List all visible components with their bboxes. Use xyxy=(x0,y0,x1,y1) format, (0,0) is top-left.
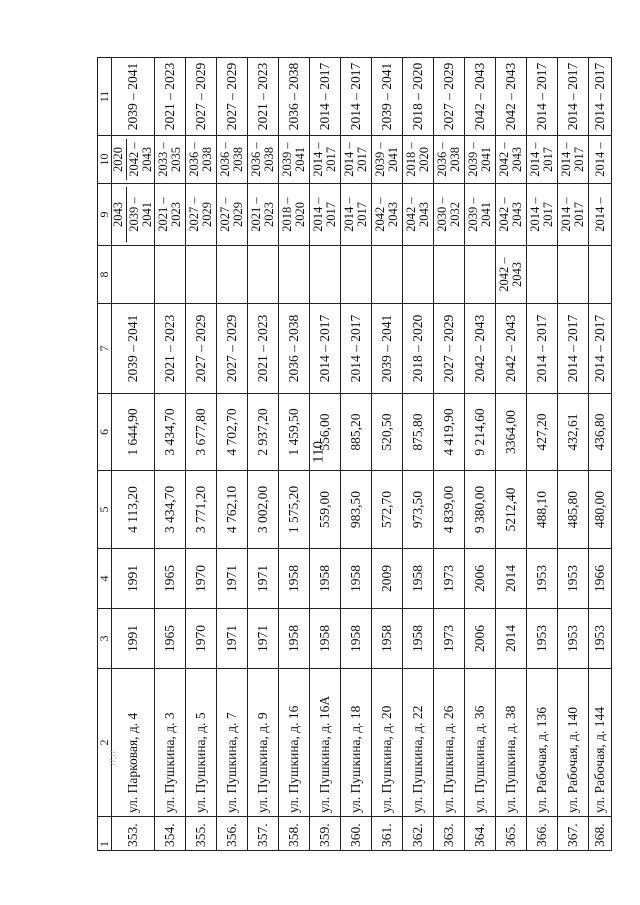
cell-period-c: 2039 – 2041 xyxy=(465,184,496,246)
cell-total-area: 488,10 xyxy=(527,471,558,549)
cell-address: ул. Пушкина, д. 26 xyxy=(434,669,465,817)
cell-period-a: 2027 – 2029 xyxy=(186,304,217,394)
cell-period-b xyxy=(217,246,248,304)
cell-row-number: 358. xyxy=(279,817,310,851)
table-area xyxy=(97,58,608,851)
cell-period-c: 2042 – 2043 xyxy=(372,184,403,246)
table-row xyxy=(279,58,310,851)
cell-period-e: 2014 – 2017 xyxy=(589,58,612,136)
cell-period-c: 2021 – 2023 xyxy=(155,184,186,246)
cell-address: ул. Пушкина, д. 3 xyxy=(155,669,186,817)
cell-period-d: 2014 – 2017 xyxy=(527,136,558,184)
cell-period-a: 2039 – 2041 xyxy=(372,304,403,394)
cell-period-b xyxy=(589,246,612,304)
cell-living-area: 556,00 xyxy=(310,394,341,471)
cell-row-number: 357. xyxy=(248,817,279,851)
cell-period-d: 2039 – 2041 xyxy=(372,136,403,184)
page-number: 110 xyxy=(310,441,327,463)
cell-year-built: 1958 xyxy=(279,609,310,669)
table-row xyxy=(465,58,496,851)
cell-living-area: 3364,00 xyxy=(496,394,527,471)
cell-period-d: 2014 – 2017 xyxy=(310,136,341,184)
cell-period-a: 2014 – 2017 xyxy=(527,304,558,394)
cell-year-built: 1958 xyxy=(310,609,341,669)
cell-total-area: 559,00 xyxy=(310,471,341,549)
cell-period-c xyxy=(112,184,155,246)
cell-period-b xyxy=(527,246,558,304)
cell-total-area: 3 434,70 xyxy=(155,471,186,549)
cell-row-number: 362. xyxy=(403,817,434,851)
cell-period-c: 2018 – 2020 xyxy=(279,184,310,246)
cell-period-b xyxy=(248,246,279,304)
cell-period-d: 2014 – xyxy=(589,136,612,184)
carried-over-fragment: 2020 xyxy=(112,139,127,180)
cell-period-b xyxy=(372,246,403,304)
cell-period-d: 2039 – 2041 xyxy=(465,136,496,184)
column-number-cell: 3 xyxy=(98,609,112,669)
cell-period-b xyxy=(279,246,310,304)
column-number-cell: 8 xyxy=(98,246,112,304)
cell-period-e: 2018 – 2020 xyxy=(403,58,434,136)
column-number-cell: 6 xyxy=(98,394,112,471)
cell-address: ул. Пушкина, д. 16А xyxy=(310,669,341,817)
cell-total-area: 485,80 xyxy=(558,471,589,549)
cell-row-number: 368. xyxy=(589,817,612,851)
cell-period-e: 2014 – 2017 xyxy=(341,58,372,136)
cell-year-built: 1958 xyxy=(403,609,434,669)
cell-row-number: 353. xyxy=(112,817,155,851)
cell-total-area: 983,50 xyxy=(341,471,372,549)
cell-period-e: 2042 – 2043 xyxy=(465,58,496,136)
cell-period-d: 2036 – 2038 xyxy=(248,136,279,184)
column-number-cell: 1 xyxy=(98,817,112,851)
column-number-cell: 10 xyxy=(98,136,112,184)
table-row xyxy=(341,58,372,851)
cell-period-a: 2014 – 2017 xyxy=(589,304,612,394)
cell-year-commissioned: 1958 xyxy=(279,549,310,609)
cell-period-a: 2018 – 2020 xyxy=(403,304,434,394)
table-row xyxy=(527,58,558,851)
cell-value: 2042 – 2043 xyxy=(127,142,155,177)
cell-period-e: 2027 – 2029 xyxy=(217,58,248,136)
table-row xyxy=(217,58,248,851)
cell-year-built: 1953 xyxy=(558,609,589,669)
cell-year-commissioned: 1958 xyxy=(403,549,434,609)
cell-living-area: 436,80 xyxy=(589,394,612,471)
cell-address: ул. Пушкина, д. 38 xyxy=(496,669,527,817)
cell-living-area: 885,20 xyxy=(341,394,372,471)
cell-period-b xyxy=(403,246,434,304)
column-number-row xyxy=(98,58,112,851)
column-number-cell: 5 xyxy=(98,471,112,549)
cell-period-c: 2042 – 2043 xyxy=(403,184,434,246)
cell-period-a: 2014 – 2017 xyxy=(341,304,372,394)
cell-period-c: 2014 – 2017 xyxy=(558,184,589,246)
cell-year-built: 1970 xyxy=(186,609,217,669)
cell-period-d: 2039 – 2041 xyxy=(279,136,310,184)
repair-schedule-table xyxy=(97,57,612,851)
table-row xyxy=(112,58,155,851)
cell-period-e: 2027 – 2029 xyxy=(186,58,217,136)
cell-period-a: 2021 – 2023 xyxy=(155,304,186,394)
cell-period-b xyxy=(112,246,155,304)
column-number-cell: 11 xyxy=(98,58,112,136)
cell-period-e: 2014 – 2017 xyxy=(310,58,341,136)
cell-row-number: 363. xyxy=(434,817,465,851)
cell-period-e: 2039 – 2041 xyxy=(112,58,155,136)
cell-row-number: 361. xyxy=(372,817,403,851)
cell-total-area: 4 762,10 xyxy=(217,471,248,549)
cell-period-a: 2014 – 2017 xyxy=(310,304,341,394)
column-number-cell: 2 xyxy=(98,669,112,817)
cell-year-commissioned: 1971 xyxy=(248,549,279,609)
column-number-cell: 9 xyxy=(98,184,112,246)
cell-period-e: 2027 – 2029 xyxy=(434,58,465,136)
cell-total-area: 572,70 xyxy=(372,471,403,549)
cell-period-b xyxy=(186,246,217,304)
cell-period-a: 2036 – 2038 xyxy=(279,304,310,394)
cell-address: ул. Рабочая, д. 140 xyxy=(558,669,589,817)
table-row xyxy=(589,58,612,851)
cell-year-built: 1953 xyxy=(589,609,612,669)
cell-address: ул. Парковая, д. 4 xyxy=(112,669,155,817)
cell-address: ул. Рабочая, д. 144 xyxy=(589,669,612,817)
cell-period-e: 2021 – 2023 xyxy=(248,58,279,136)
cell-period-a: 2042 – 2043 xyxy=(465,304,496,394)
cell-row-number: 359. xyxy=(310,817,341,851)
cell-year-built: 1958 xyxy=(341,609,372,669)
cell-year-built: 1953 xyxy=(527,609,558,669)
cell-year-commissioned: 1966 xyxy=(589,549,612,609)
cell-period-d: 2014 – 2017 xyxy=(558,136,589,184)
cell-row-number: 356. xyxy=(217,817,248,851)
cell-total-area: 3 002,00 xyxy=(248,471,279,549)
cell-total-area: 3 771,20 xyxy=(186,471,217,549)
cell-total-area: 480,00 xyxy=(589,471,612,549)
cell-total-area: 5212,40 xyxy=(496,471,527,549)
margin-mark: //.// xyxy=(107,750,120,766)
cell-year-commissioned: 1970 xyxy=(186,549,217,609)
cell-address: ул. Рабочая, д. 136 xyxy=(527,669,558,817)
cell-living-area: 2 937,20 xyxy=(248,394,279,471)
cell-living-area: 427,20 xyxy=(527,394,558,471)
cell-period-d xyxy=(112,136,155,184)
cell-period-c: 2027 – 2029 xyxy=(217,184,248,246)
cell-period-e: 2042 – 2043 xyxy=(496,58,527,136)
carried-over-fragment: 2043 xyxy=(112,187,127,242)
cell-living-area: 3 434,70 xyxy=(155,394,186,471)
cell-period-c: 2042 – 2043 xyxy=(496,184,527,246)
cell-period-c: 2021 – 2023 xyxy=(248,184,279,246)
cell-year-commissioned: 2006 xyxy=(465,549,496,609)
cell-year-built: 1971 xyxy=(248,609,279,669)
table-row xyxy=(558,58,589,851)
cell-period-b xyxy=(310,246,341,304)
cell-address: ул. Пушкина, д. 7 xyxy=(217,669,248,817)
cell-year-commissioned: 1958 xyxy=(310,549,341,609)
table-row xyxy=(496,58,527,851)
cell-row-number: 366. xyxy=(527,817,558,851)
cell-living-area: 9 214,60 xyxy=(465,394,496,471)
cell-row-number: 354. xyxy=(155,817,186,851)
cell-period-c: 2014 – xyxy=(589,184,612,246)
table-row xyxy=(403,58,434,851)
cell-year-commissioned: 2009 xyxy=(372,549,403,609)
table-row xyxy=(310,58,341,851)
table-row xyxy=(372,58,403,851)
cell-address: ул. Пушкина, д. 22 xyxy=(403,669,434,817)
table-row xyxy=(248,58,279,851)
cell-row-number: 360. xyxy=(341,817,372,851)
cell-address: ул. Пушкина, д. 9 xyxy=(248,669,279,817)
table-row xyxy=(155,58,186,851)
cell-year-built: 1973 xyxy=(434,609,465,669)
cell-living-area: 875,80 xyxy=(403,394,434,471)
cell-period-b xyxy=(558,246,589,304)
cell-living-area: 520,50 xyxy=(372,394,403,471)
cell-period-e: 2021 – 2023 xyxy=(155,58,186,136)
cell-period-e: 2039 – 2041 xyxy=(372,58,403,136)
cell-period-c: 2014 – 2017 xyxy=(310,184,341,246)
rotated-table-wrapper xyxy=(97,58,608,851)
cell-period-b xyxy=(155,246,186,304)
cell-total-area: 4 839,00 xyxy=(434,471,465,549)
cell-row-number: 365. xyxy=(496,817,527,851)
cell-period-e: 2014 – 2017 xyxy=(558,58,589,136)
cell-row-number: 355. xyxy=(186,817,217,851)
cell-year-commissioned: 2014 xyxy=(496,549,527,609)
cell-period-b xyxy=(434,246,465,304)
cell-period-c: 2027 – 2029 xyxy=(186,184,217,246)
cell-year-built: 2014 xyxy=(496,609,527,669)
cell-living-area: 1 644,90 xyxy=(112,394,155,471)
cell-year-built: 1991 xyxy=(112,609,155,669)
cell-total-area: 9 380,00 xyxy=(465,471,496,549)
cell-address: ул. Пушкина, д. 20 xyxy=(372,669,403,817)
cell-period-a: 2039 – 2041 xyxy=(112,304,155,394)
cell-period-a: 2021 – 2023 xyxy=(248,304,279,394)
cell-year-commissioned: 1953 xyxy=(558,549,589,609)
cell-total-area: 973,50 xyxy=(403,471,434,549)
cell-period-c: 2014 – 2017 xyxy=(527,184,558,246)
cell-living-area: 4 702,70 xyxy=(217,394,248,471)
column-number-cell: 4 xyxy=(98,549,112,609)
cell-period-a: 2042 – 2043 xyxy=(496,304,527,394)
cell-period-d: 2033 – 2035 xyxy=(155,136,186,184)
cell-address: ул. Пушкина, д. 5 xyxy=(186,669,217,817)
cell-living-area: 432,61 xyxy=(558,394,589,471)
cell-address: ул. Пушкина, д. 36 xyxy=(465,669,496,817)
cell-period-b: 2042 – 2043 xyxy=(496,246,527,304)
cell-period-a: 2014 – 2017 xyxy=(558,304,589,394)
cell-period-d: 2036 – 2038 xyxy=(434,136,465,184)
cell-value: 2039 – 2041 xyxy=(127,197,155,232)
cell-period-d: 2036 – 2038 xyxy=(217,136,248,184)
cell-year-built: 1965 xyxy=(155,609,186,669)
cell-row-number: 364. xyxy=(465,817,496,851)
cell-period-e: 2036 – 2038 xyxy=(279,58,310,136)
cell-period-c: 2030 – 2032 xyxy=(434,184,465,246)
cell-period-d: 2036 – 2038 xyxy=(186,136,217,184)
cell-year-built: 1971 xyxy=(217,609,248,669)
cell-period-b xyxy=(465,246,496,304)
cell-period-e: 2014 – 2017 xyxy=(527,58,558,136)
cell-year-commissioned: 1953 xyxy=(527,549,558,609)
cell-living-area: 3 677,80 xyxy=(186,394,217,471)
cell-year-commissioned: 1971 xyxy=(217,549,248,609)
cell-period-d: 2014 – 2017 xyxy=(341,136,372,184)
cell-address: ул. Пушкина, д. 18 xyxy=(341,669,372,817)
cell-year-commissioned: 1973 xyxy=(434,549,465,609)
cell-period-a: 2027 – 2029 xyxy=(434,304,465,394)
column-number-cell: 7 xyxy=(98,304,112,394)
cell-living-area: 1 459,50 xyxy=(279,394,310,471)
table-row xyxy=(186,58,217,851)
cell-year-commissioned: 1965 xyxy=(155,549,186,609)
table-row xyxy=(434,58,465,851)
cell-period-b xyxy=(341,246,372,304)
cell-year-commissioned: 1958 xyxy=(341,549,372,609)
cell-address: ул. Пушкина, д. 16 xyxy=(279,669,310,817)
cell-period-d: 2042 – 2043 xyxy=(496,136,527,184)
cell-year-commissioned: 1991 xyxy=(112,549,155,609)
cell-year-built: 1958 xyxy=(372,609,403,669)
cell-total-area: 1 575,20 xyxy=(279,471,310,549)
cell-row-number: 367. xyxy=(558,817,589,851)
cell-period-a: 2027 – 2029 xyxy=(217,304,248,394)
cell-period-d: 2018 – 2020 xyxy=(403,136,434,184)
cell-year-built: 2006 xyxy=(465,609,496,669)
cell-living-area: 4 419,90 xyxy=(434,394,465,471)
cell-total-area: 4 113,20 xyxy=(112,471,155,549)
cell-period-c: 2014 – 2017 xyxy=(341,184,372,246)
